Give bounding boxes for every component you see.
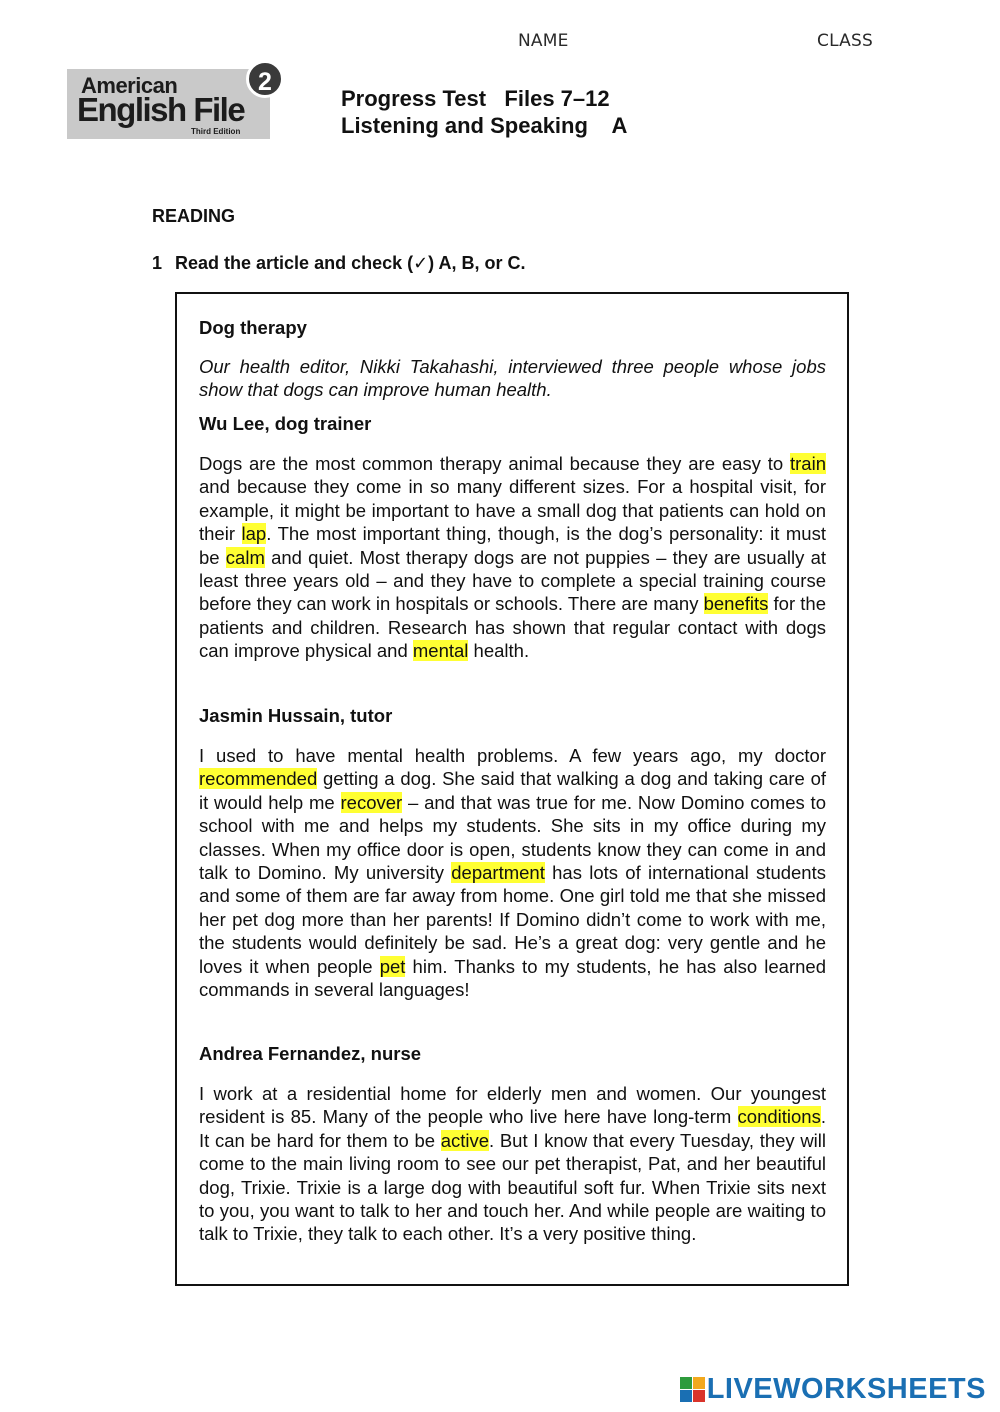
person-heading-3 — [199, 1043, 826, 1065]
text-run: for the patients and children. Research has shown that regular contact with dogs can improve physical and — [199, 593, 826, 662]
text-run: I used to have mental health problems. A few years ago, my doctor — [199, 745, 826, 766]
logo-level-badge: 2 — [246, 60, 284, 98]
class-label: CLASS — [817, 31, 873, 51]
logo-cell — [680, 1390, 692, 1402]
paragraph-text — [199, 744, 826, 1001]
person-heading-text: Jasmin Hussain, tutor — [199, 705, 393, 726]
person-heading-1 — [199, 413, 826, 435]
article-title-text: Dog therapy — [199, 317, 307, 338]
highlighted-word: mental — [412, 640, 469, 662]
paragraph-text — [199, 452, 826, 663]
highlighted-word: department — [451, 862, 545, 884]
article-intro — [199, 355, 826, 402]
logo-line-american: American — [81, 73, 178, 98]
american-english-file-logo — [67, 69, 270, 139]
article-intro-text: Our health editor, Nikki Takahashi, interviewed three people whose jobs show that dogs can improve human health. — [199, 356, 826, 401]
logo-edition: Third Edition — [191, 127, 241, 136]
person-heading-text: Wu Lee, dog trainer — [199, 413, 372, 434]
highlighted-word: calm — [225, 546, 265, 568]
text-run: health. — [468, 640, 530, 662]
highlighted-word: pet — [379, 955, 406, 977]
person-paragraph-3 — [199, 1082, 826, 1246]
instruction-number: 1 — [152, 253, 163, 273]
text-run: . It can be hard for them to be — [199, 1106, 826, 1151]
person-paragraph-2 — [199, 744, 826, 1001]
test-title: Progress Test Files 7–12 — [341, 86, 610, 111]
text-run: and because they come in so many different sizes. For a hospital visit, for example, it might be important to have a small dog that patients can hold on their — [199, 476, 826, 545]
highlighted-word: active — [440, 1129, 490, 1151]
instruction — [152, 253, 526, 274]
text-run: . But I know that every Tuesday, they will come to the main living room to see our pet therapist, Pat, and her beautiful dog, Trixie. Trixie is a large dog with beautiful soft fur. When Trixie sits next to you, you want to talk to her and touch her. And while people are waiting to talk to Trixie, they talk to each other. It’s a very positive thing. — [199, 1129, 827, 1245]
highlighted-word: train — [790, 453, 826, 474]
section-heading: READING — [152, 206, 236, 226]
name-label: NAME — [518, 31, 569, 51]
highlighted-word: recover — [340, 791, 403, 813]
text-run: getting a dog. She said that walking a dog and taking care of it would help me — [199, 768, 826, 813]
article-title — [199, 317, 826, 339]
test-subtitle: Listening and Speaking A — [341, 113, 628, 138]
highlighted-word: benefits — [703, 593, 769, 615]
logo-cell — [693, 1377, 705, 1389]
person-heading-2 — [199, 705, 826, 727]
paragraph-text — [199, 1082, 826, 1246]
liveworksheets-watermark — [680, 1373, 986, 1406]
text-run: . The most important thing, though, is the dog’s personality: it must be — [199, 523, 826, 568]
person-heading-text: Andrea Fernandez, nurse — [199, 1043, 422, 1064]
highlighted-word: conditions — [737, 1106, 821, 1128]
highlighted-word: lap — [241, 523, 267, 545]
text-run: – and that was true for me. Now Domino comes to school with me and helps my students. She sits in my office during my classes. When my office door is open, students know they can come in and talk to Domino. My university — [199, 791, 826, 884]
liveworksheets-logo-icon — [680, 1377, 705, 1402]
text-run: I work at a residential home for elderly men and women. Our youngest resident is 85. Many of the people who live here have long-term — [199, 1083, 826, 1128]
logo-line-english-file: English File — [77, 91, 245, 128]
text-run: him. Thanks to my students, he has also learned commands in several languages! — [199, 955, 827, 1001]
liveworksheets-text: LIVEWORKSHEETS — [706, 1373, 986, 1405]
person-paragraph-1 — [199, 452, 826, 663]
text-run: and quiet. Most therapy dogs are not puppies – they are usually at least three years old – and they have to complete a special training course before they can work in hospitals or schools. There are many — [199, 546, 826, 615]
text-run: Dogs are the most common therapy animal because they are easy to — [199, 453, 790, 474]
logo-cell — [680, 1377, 692, 1389]
logo-cell — [693, 1390, 705, 1402]
highlighted-word: recommended — [199, 768, 318, 790]
instruction-text: Read the article and check (✓) A, B, or C. — [175, 253, 526, 273]
text-run: has lots of international students and some of them are far away from home. One girl told me that she missed her pet dog more than her parents! If Domino didn’t come to work with me, the students would definitely be sad. He’s a great dog: very gentle and he loves it when people — [199, 862, 826, 977]
